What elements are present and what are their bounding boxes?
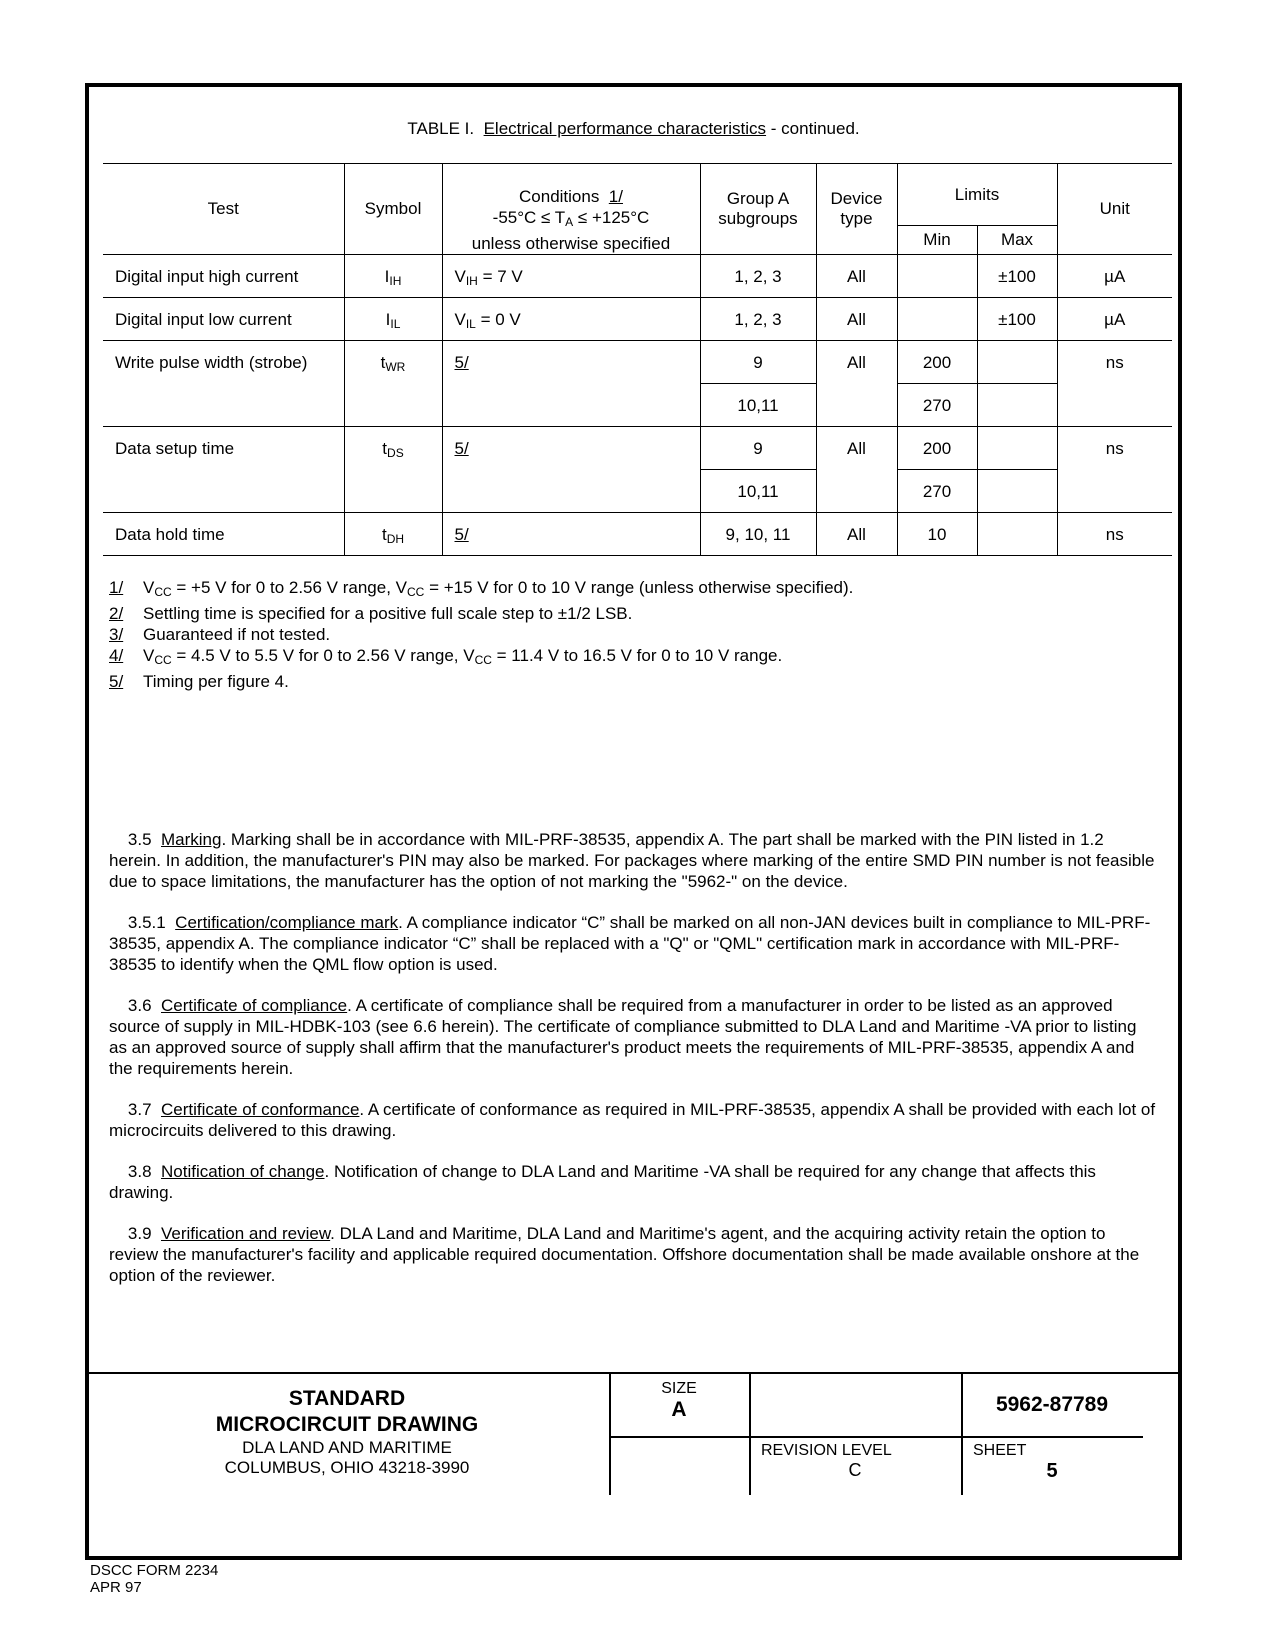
- cell-device: All: [847, 439, 866, 458]
- cage-code-cell: [749, 1374, 963, 1438]
- table-row: [103, 298, 1172, 341]
- cell-unit: µA: [1104, 310, 1126, 329]
- cell-max: [978, 341, 1057, 353]
- paragraph: 3.5.1 Certification/compliance mark. A compliance indicator “C” shall be marked on all non-JAN devices built in compliance to MIL-PRF-38535, appendix A. The compliance indicator “C” shall be replaced with a "Q" or "QML" certification mark in accordance with MIL-PRF-38535 to identify when the QML flow option is used.: [109, 913, 1151, 974]
- cell-max: ±100: [998, 310, 1036, 329]
- header-conditions: Conditions 1/ $-55^\circ C \le T_A \le +125^\circ C$ unless otherwise specified: [442, 164, 700, 255]
- cell-device: All: [847, 310, 866, 329]
- cell-unit: µA: [1104, 267, 1126, 286]
- cell-device: All: [847, 353, 866, 372]
- paragraph: 3.8 Notification of change. Notification of change to DLA Land and Maritime -VA shall be required for any change that affects this drawing.: [109, 1162, 1096, 1202]
- cell-symbol: $t_{DH}$: [381, 525, 405, 546]
- table-row: [103, 513, 1172, 556]
- cell-min: [898, 255, 977, 267]
- cell-symbol: $t_{WR}$: [380, 353, 406, 374]
- body-paragraphs: [109, 829, 1158, 1306]
- cell-test: Write pulse width (strobe): [115, 353, 308, 372]
- cell-unit: ns: [1105, 353, 1124, 372]
- cell-min: [898, 298, 977, 310]
- note-item: 2/ Settling time is specified for a positive full scale step to ±1/2 LSB.: [109, 604, 633, 623]
- cell-group: 1, 2, 3: [734, 310, 782, 329]
- header-min: Min: [897, 226, 977, 255]
- table-notes: [109, 577, 853, 692]
- cell-max: [978, 384, 1057, 396]
- table-title: TABLE I. Electrical performance characteristics - continued.: [407, 119, 860, 138]
- cell-conditions: 5/: [454, 525, 469, 544]
- drawing-frame: [85, 83, 1182, 1560]
- header-max: Max: [977, 226, 1057, 255]
- cell-test: Digital input high current: [115, 267, 299, 286]
- cell-group: 9: [753, 439, 763, 458]
- cell-min: 200: [922, 439, 952, 458]
- cell-test: Data hold time: [115, 525, 225, 544]
- cell-min: 10: [927, 525, 947, 544]
- paragraph: 3.9 Verification and review. DLA Land and Maritime, DLA Land and Maritime's agent, and the acquiring activity retain the option to review the manufacturer's facility and applicable required documentation. Offshore documentation shall be made available onshore at the option of the reviewer.: [109, 1224, 1140, 1285]
- note-item: 4/ $V_{CC} = 4.5$ V to 5.5 V for 0 to 2.56 V range, $V_{CC} = 11.4$ V to 16.5 V for 0 to 10 V range.: [109, 646, 783, 667]
- note-item: 3/ Guaranteed if not tested.: [109, 625, 331, 644]
- cell-group: 1, 2, 3: [734, 267, 782, 286]
- cell-max: [978, 427, 1057, 439]
- header-limits: Limits: [897, 164, 1057, 226]
- blank-cell: [609, 1436, 751, 1495]
- cell-max: ±100: [998, 267, 1036, 286]
- cell-min: 270: [922, 482, 952, 501]
- form-identifier: DSCC FORM 2234 APR 97: [90, 1562, 219, 1596]
- table-row: [103, 255, 1172, 298]
- header-group-a: Group A subgroups: [700, 164, 816, 255]
- cell-conditions: 5/: [454, 353, 469, 372]
- paragraph: 3.6 Certificate of compliance. A certificate of compliance shall be required from a manufacturer in order to be listed as an approved source of supply in MIL-HDBK-103 (see 6.6 herein). The certificate of compliance submitted to DLA Land and Maritime -VA prior to listing as an approved source of supply shall affirm that the manufacturer's product meets the requirements of MIL-PRF-38535, appendix A and the requirements herein.: [109, 996, 1137, 1078]
- table-row: [103, 427, 1172, 470]
- cell-test: Digital input low current: [115, 310, 292, 329]
- note-item: 1/ $V_{CC} = +5$ V for 0 to 2.56 V range, $V_{CC} = +15$ V for 0 to 10 V range (unless otherwise specified).: [109, 578, 854, 599]
- cell-device: All: [847, 525, 866, 544]
- table-row: [103, 341, 1172, 384]
- paragraph: 3.5 Marking. Marking shall be in accordance with MIL-PRF-38535, appendix A. The part shall be marked with the PIN listed in 1.2 herein. In addition, the manufacturer's PIN may also be marked. For packages where marking of the entire SMD PIN number is not feasible due to space limitations, the manufacturer has the option of not marking the "5962-" on the device.: [109, 830, 1155, 891]
- drawing-number: 5962-87789: [961, 1374, 1143, 1438]
- note-item: 5/ Timing per figure 4.: [109, 672, 289, 691]
- paragraph: 3.7 Certificate of conformance. A certificate of conformance as required in MIL-PRF-38535, appendix A shall be provided with each lot of microcircuits delivered to this drawing.: [109, 1100, 1156, 1140]
- cell-conditions: 5/: [454, 439, 469, 458]
- cell-max: [978, 513, 1057, 525]
- title-block-agency: [85, 1374, 611, 1495]
- title-block: [85, 1372, 1182, 1495]
- cell-test: Data setup time: [115, 439, 235, 458]
- sheet-cell: SHEET 5: [973, 1442, 1058, 1482]
- cell-min: 200: [922, 353, 952, 372]
- cell-symbol: $I_{IL}$: [385, 310, 401, 331]
- performance-table: [103, 163, 1172, 556]
- cell-unit: ns: [1105, 525, 1124, 544]
- cell-unit: ns: [1105, 439, 1124, 458]
- agency-name: DLA LAND AND MARITIME: [242, 1438, 452, 1457]
- header-symbol: Symbol: [344, 164, 442, 255]
- size-cell: SIZE A: [609, 1374, 751, 1438]
- cell-max: [978, 470, 1057, 482]
- cell-group: 10,11: [737, 396, 779, 415]
- header-unit: Unit: [1057, 164, 1172, 255]
- header-device-type: Device type: [816, 164, 897, 255]
- title-microcircuit-drawing: MICROCIRCUIT DRAWING: [215, 1413, 479, 1436]
- title-standard: STANDARD: [288, 1387, 406, 1410]
- header-test: Test: [103, 164, 344, 255]
- cell-conditions: $V_{IL} = 0$ V: [454, 310, 521, 331]
- cell-symbol: $t_{DS}$: [382, 439, 404, 460]
- cell-symbol: $I_{IH}$: [384, 267, 402, 288]
- cell-min: 270: [922, 396, 952, 415]
- revision-level-cell: REVISION LEVEL C: [749, 1436, 963, 1495]
- cell-group: 10,11: [737, 482, 779, 501]
- agency-address: COLUMBUS, OHIO 43218-3990: [224, 1458, 470, 1477]
- cell-group: 9, 10, 11: [725, 525, 791, 544]
- cell-device: All: [847, 267, 866, 286]
- cell-conditions: $V_{IH} = 7$ V: [454, 267, 523, 288]
- cell-group: 9: [753, 353, 763, 372]
